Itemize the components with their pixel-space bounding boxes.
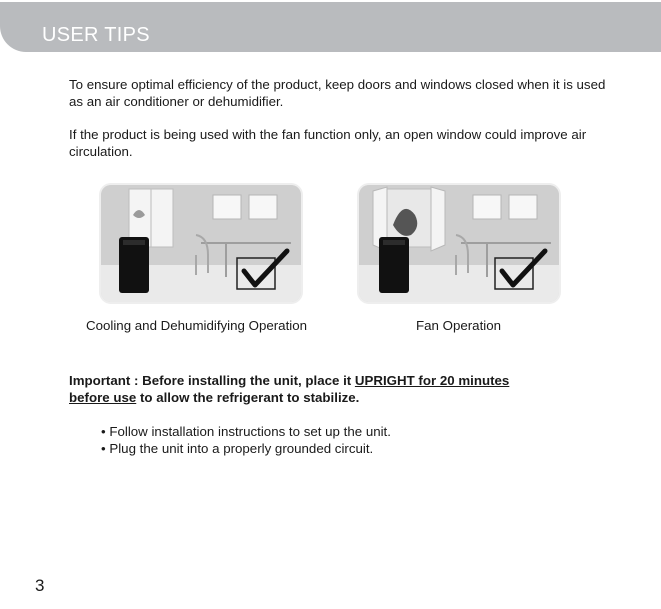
- bullet-list: [101, 423, 391, 457]
- paragraph-closed-doors: To ensure optimal efficiency of the product, keep doors and windows closed when it is used as an air conditioner or dehumidifier.: [69, 77, 606, 109]
- cooling-caption: Cooling and Dehumidifying Operation: [86, 318, 308, 333]
- important-lead: Important : Before installing the unit, place it: [69, 373, 355, 388]
- paragraph-open-window: If the product is being used with the fan function only, an open window could improve air circulation.: [69, 127, 587, 159]
- important-underline-before-use: before use: [69, 390, 137, 405]
- list-item: • Plug the unit into a properly grounded circuit.: [101, 441, 374, 456]
- important-notice: [69, 372, 539, 406]
- page-number: 3: [35, 576, 45, 595]
- page-title: USER TIPS: [42, 24, 150, 46]
- air-conditioner-unit: [379, 237, 409, 293]
- air-conditioner-unit: [119, 237, 149, 293]
- cooling-operation-image: [101, 185, 301, 302]
- header-bar: [0, 2, 661, 52]
- important-underline-upright: UPRIGHT for 20 minutes: [354, 373, 510, 388]
- fan-caption: Fan Operation: [416, 318, 502, 333]
- important-tail: to allow the refrigerant to stabilize.: [136, 390, 360, 405]
- list-item: • Follow installation instructions to set up the unit.: [101, 424, 391, 439]
- fan-operation-image: [359, 185, 559, 302]
